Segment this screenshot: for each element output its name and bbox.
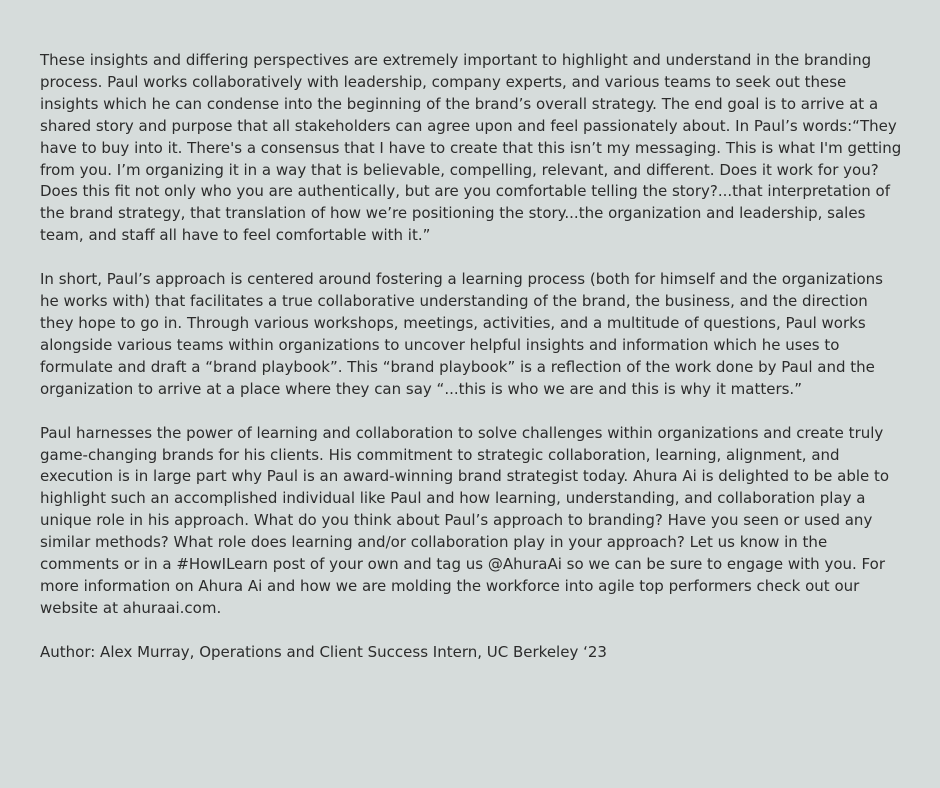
paragraph-conclusion: Paul harnesses the power of learning and collaboration to solve challenges within organizations and create truly game-changing brands for his clients. His commitment to strategic collaboration, learning, alignment, and execution is in large part why Paul is an award-winning brand strategist today. Ahura Ai is delighted to be able to highlight such an accomplished individual like Paul and how learning, understanding, and collaboration play a unique role in his approach. What do you think about Paul’s approach to branding? Have you seen or used any similar methods? What role does learning and/or collaboration play in your approach? Let us know in the comments or in a #HowILearn post of your own and tag us @AhuraAi so we can be sure to engage with you. For more information on Ahura Ai and how we are molding the workforce into agile top performers check out our website at ahuraai.com. xyxy=(40,423,890,617)
paragraph-approach: In short, Paul’s approach is centered around fostering a learning process (both for himself and the organizations he works with) that facilitates a true collaborative understanding of the brand, the business, and the direction they hope to go in. Through various workshops, meetings, activities, and a multitude of questions, Paul works alongside various teams within organizations to uncover helpful insights and information which he uses to formulate and draft a “brand playbook”. This “brand playbook” is a reflection of the work done by Paul and the organization to arrive at a place where they can say “...this is who we are and this is why it matters.” xyxy=(40,270,883,398)
article-body xyxy=(40,50,902,664)
author-line: Author: Alex Murray, Operations and Client Success Intern, UC Berkeley ‘23 xyxy=(40,642,607,661)
paragraph-insights: These insights and differing perspectives are extremely important to highlight and understand in the branding process. Paul works collaboratively with leadership, company experts, and various teams to seek out these insights which he can condense into the beginning of the brand’s overall strategy. The end goal is to arrive at a shared story and purpose that all stakeholders can agree upon and feel passionately about. In Paul’s words:“They have to buy into it. There's a consensus that I have to create that this isn’t my messaging. This is what I'm getting from you. I’m organizing it in a way that is believable, compelling, relevant, and different. Does it work for you? Does this fit not only who you are authentically, but are you comfortable telling the story?...that interpretation of the brand strategy, that translation of how we’re positioning the story...the organization and leadership, sales team, and staff all have to feel comfortable with it.” xyxy=(40,51,902,245)
